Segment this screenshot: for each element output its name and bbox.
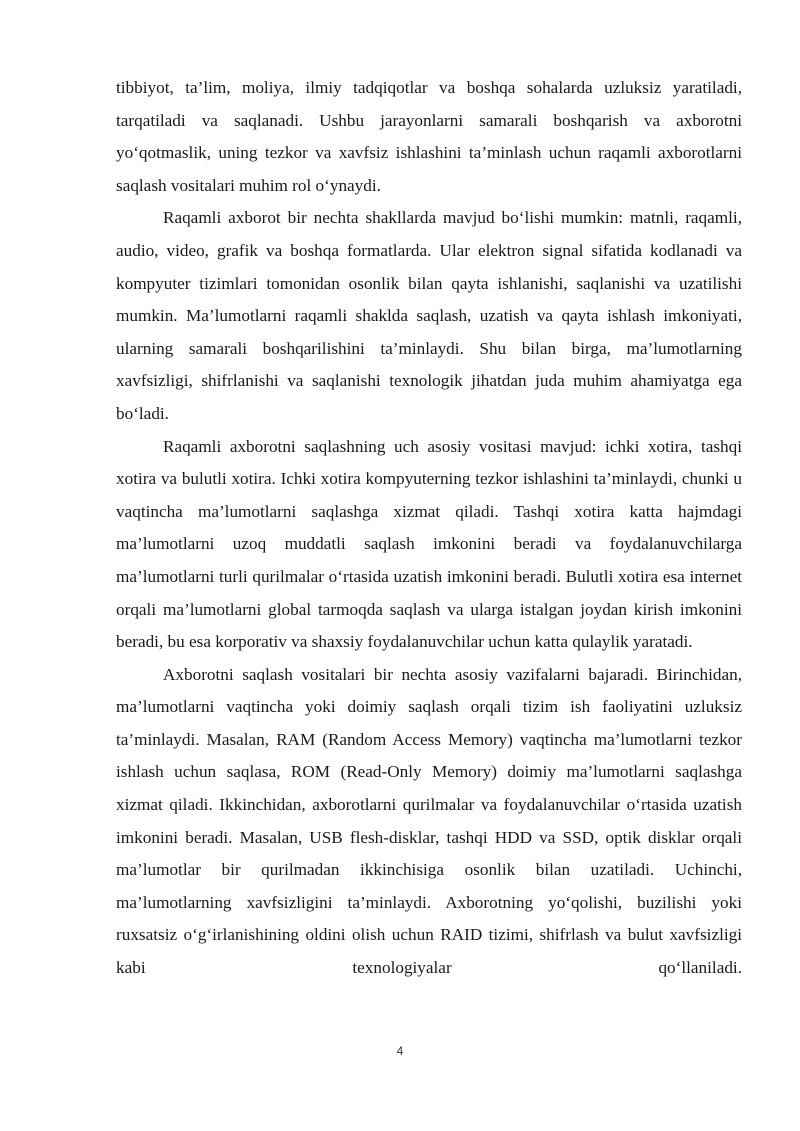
paragraph-digital-information: Raqamli axborot bir nechta shakllarda mavjud bo‘lishi mumkin: matnli, raqamli, audio, video, grafik va boshqa formatlarda. Ular elektron signal sifatida kodlanadi va kompyuter tizimlari tomonidan osonlik bilan qayta ishlanishi, saqlanishi va uzatilishi mumkin. Ma’lumotlarni raqamli shaklda saqlash, uzatish va qayta ishlash imkoniyati, ularning samarali boshqarilishini ta’minlaydi. Shu bilan birga, ma’lumotlarning xavfsizligi, shifrlanishi va saqlanishi texnologik jihatdan juda muhim ahamiyatga ega bo‘ladi.	[116, 208, 742, 423]
paragraph-continued: tibbiyot, ta’lim, moliya, ilmiy tadqiqotlar va boshqa sohalarda uzluksiz yaratiladi, tarqatiladi va saqlanadi. Ushbu jarayonlarni samarali boshqarish va axborotni yo‘qotmaslik, uning tezkor va xavfsiz ishlashini ta’minlash uchun raqamli axborotlarni saqlash vositalari muhim rol o‘ynaydi.	[116, 78, 742, 195]
paragraph-storage-functions: Axborotni saqlash vositalari bir nechta asosiy vazifalarni bajaradi. Birinchidan, ma’lumotlarni vaqtincha yoki doimiy saqlash orqali tizim ish faoliyatini uzluksiz ta’minlaydi. Masalan, RAM (Random Access Memory) vaqtincha ma’lumotlarni tezkor ishlash uchun saqlasa, ROM (Read-Only Memory) doimiy ma’lumotlarni saqlashga xizmat qiladi. Ikkinchidan, axborotlarni qurilmalar va foydalanuvchilar o‘rtasida uzatish imkonini beradi. Masalan, USB flesh-disklar, tashqi HDD va SSD, optik disklar orqali ma’lumotlar bir qurilmadan ikkinchisiga osonlik bilan uzatiladi. Uchinchi, ma’lumotlarning xavfsizligini ta’minlaydi. Axborotning yo‘qolishi, buzilishi yoki ruxsatsiz o‘g‘irlanishining oldini olish uchun RAID tizimi, shifrlash va bulut xavfsizligi kabi texnologiyalar qo‘llaniladi.	[116, 664, 742, 978]
paragraph-storage-types: Raqamli axborotni saqlashning uch asosiy vositasi mavjud: ichki xotira, tashqi xotira va bulutli xotira. Ichki xotira kompyuterning tezkor ishlashini ta’minlaydi, chunki u vaqtincha ma’lumotlarni saqlashga xizmat qiladi. Tashqi xotira katta hajmdagi ma’lumotlarni uzoq muddatli saqlash imkonini beradi va foydalanuvchilarga ma’lumotlarni turli qurilmalar o‘rtasida uzatish imkonini beradi. Bulutli xotira esa internet orqali ma’lumotlarni global tarmoqda saqlash va ularga istalgan joydan kirish imkonini beradi, bu esa korporativ va shaxsiy foydalanuvchilar uchun katta qulaylik yaratadi.	[116, 436, 742, 652]
body-text	[116, 72, 742, 985]
page-number: 4	[396, 1044, 404, 1058]
